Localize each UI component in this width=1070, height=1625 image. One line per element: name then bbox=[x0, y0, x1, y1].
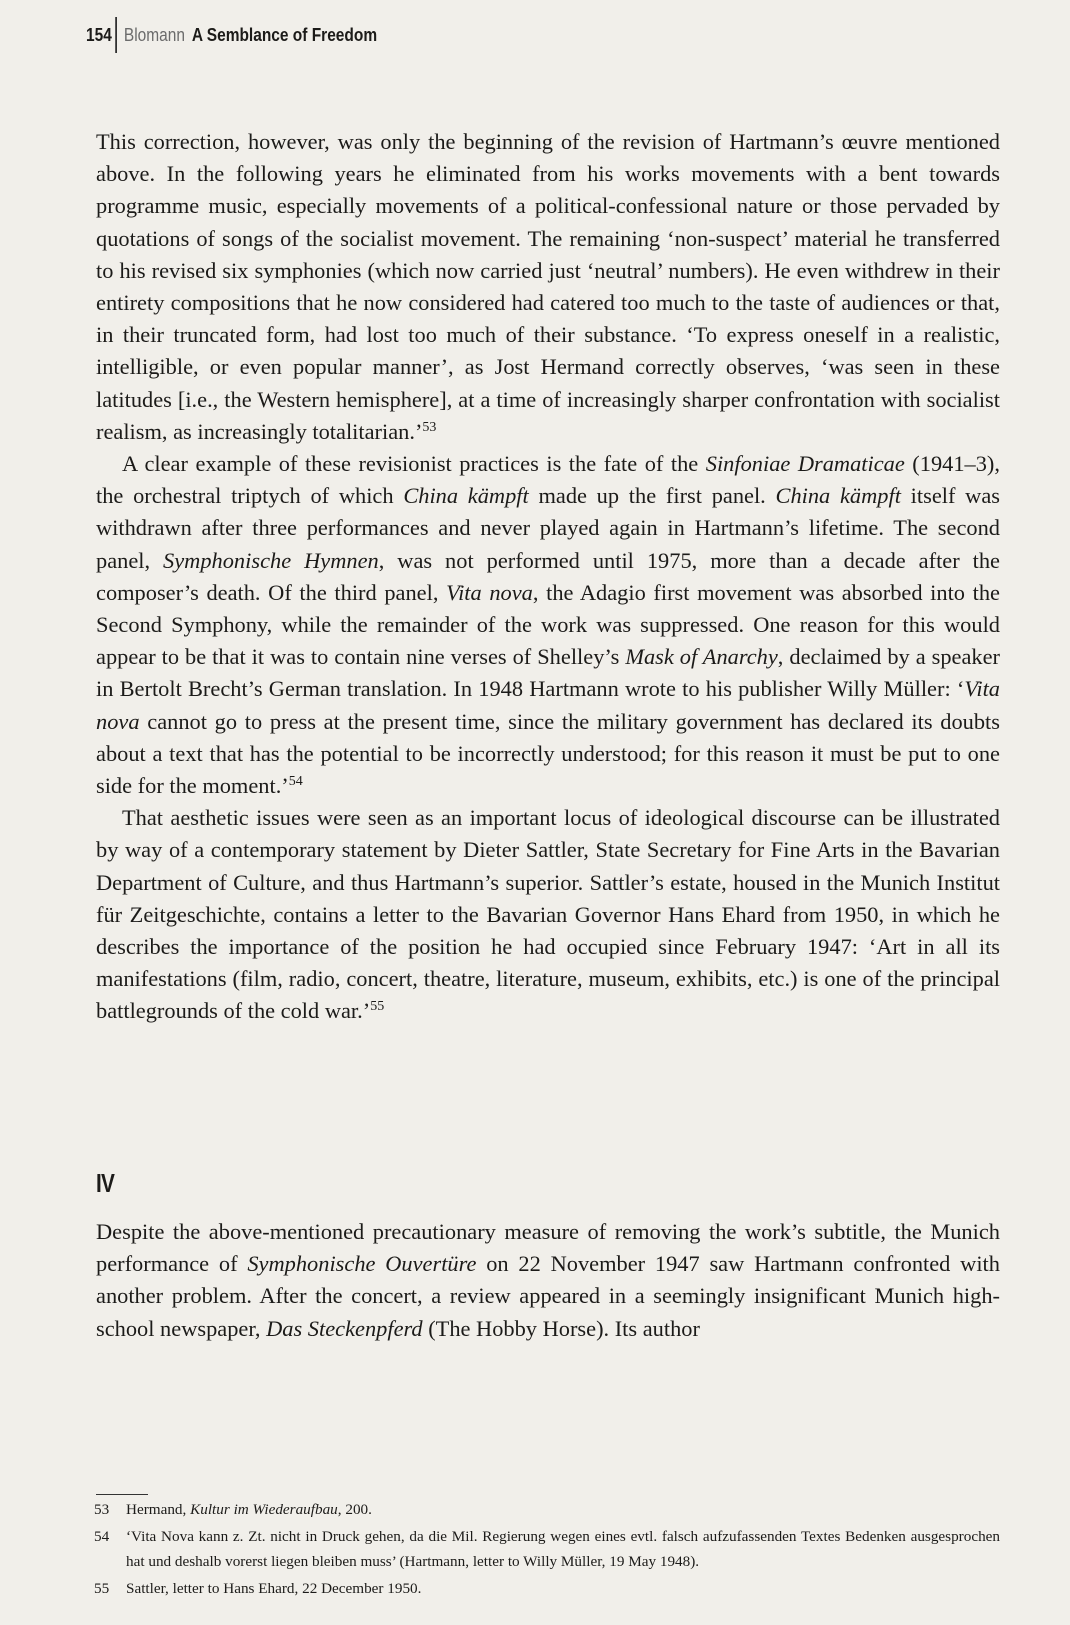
footnote-rule bbox=[96, 1494, 148, 1495]
section-body bbox=[96, 1216, 1000, 1345]
footnote-55 bbox=[94, 1576, 1000, 1601]
footnote-text: ‘Vita Nova kann z. Zt. nicht in Druck gehen, da die Mil. Regierung wegen eines evtl. falsch aufzufassenden Textes Bedenken ausgesprochen hat und deshalb vorerst liegen bleiben muss’ (Hartmann, letter to Willy Müller, 19 May 1948). bbox=[126, 1528, 1000, 1570]
work-title: Symphonische Ouvertüre bbox=[247, 1251, 477, 1277]
footnote-number: 54 bbox=[94, 1528, 110, 1545]
footnote-ref-55: 55 bbox=[370, 999, 385, 1015]
work-title: Vita nova bbox=[446, 579, 533, 605]
text-run: A clear example of these revisionist practices is the fate of the bbox=[122, 451, 706, 477]
text-run: , declaimed by a speaker in Bertolt Brecht’s German translation. In 1948 Hartmann wrote to his publisher Willy Müller: ‘ bbox=[96, 644, 1000, 702]
footnote-text: Sattler, letter to Hans Ehard, 22 December 1950. bbox=[126, 1580, 422, 1597]
footnote-ref-53: 53 bbox=[422, 419, 437, 435]
work-title: Sinfoniae Dramaticae bbox=[705, 451, 905, 477]
section-heading: IV bbox=[96, 1168, 115, 1198]
page-number: 154 bbox=[86, 24, 112, 45]
running-head-rule bbox=[115, 17, 117, 53]
text-run: This correction, however, was only the beginning of the revision of Hartmann’s œuvre mentioned above. In the following years he eliminated from his works movements with a bent towards programme music, especially movements of a political-confessional nature or those pervaded by quotations of songs of the socialist movement. The remaining ‘non-suspect’ material he transferred to his revised six symphonies (which now carried just ‘neutral’ numbers). He even withdrew in their entirety compositions that he now considered had catered too much to the taste of audiences or that, in their truncated form, had lost too much of their substance. ‘To express oneself in a realistic, intelligible, or even popular manner’, as Jost Hermand correctly observes, ‘was seen in these latitudes [i.e., the Western hemisphere], at a time of increasingly sharper confrontation with socialist realism, as increasingly totalitarian.’ bbox=[96, 129, 1000, 444]
body-text bbox=[96, 126, 1000, 1028]
section-paragraph-1 bbox=[96, 1216, 1000, 1345]
work-title: Mask of Anarchy bbox=[625, 644, 778, 670]
text-run: Despite the above-mentioned precautionary measure of removing the work’s subtitle, the Munich performance of bbox=[96, 1219, 1000, 1277]
text-run: (The Hobby Horse). Its author bbox=[422, 1315, 700, 1341]
text-run: That aesthetic issues were seen as an important locus of ideological discourse can be illustrated by way of a contemporary statement by Dieter Sattler, State Secretary for Fine Arts in the Bavarian Department of Culture, and thus Hartmann’s superior. Sattler’s estate, housed in the Munich Institut für Zeitgeschichte, contains a letter to the Bavarian Governor Hans Ehard from 1950, in which he describes the importance of the position he had occupied since February 1947: ‘Art in all its manifestations (film, radio, concert, theatre, literature, museum, exhibits, etc.) is one of the principal battlegrounds of the cold war.’ bbox=[96, 805, 1000, 1024]
text-run: made up the first panel. bbox=[528, 483, 776, 509]
footnote-text bbox=[126, 1497, 1000, 1522]
running-head-title: A Semblance of Freedom bbox=[191, 24, 378, 45]
text-run: , was not performed until 1975, more than a decade after the composer’s death. Of the third panel, bbox=[96, 547, 1000, 605]
work-title: Vita nova bbox=[96, 676, 1000, 734]
book-title: Kultur im Wiederaufbau bbox=[190, 1501, 338, 1518]
text-run: on 22 November 1947 saw Hartmann confronted with another problem. After the concert, a review appeared in a seemingly insignificant Munich high-school newspaper, bbox=[96, 1251, 1000, 1341]
footnote-53 bbox=[94, 1497, 1000, 1522]
text-run: , 200. bbox=[337, 1501, 372, 1518]
text-run: (1941–3), the orchestral triptych of which bbox=[96, 451, 1000, 509]
footnote-number: 53 bbox=[94, 1501, 110, 1518]
text-run: itself was withdrawn after three performances and never played again in Hartmann’s lifetime. The second panel, bbox=[96, 483, 1000, 573]
running-head bbox=[86, 14, 377, 56]
body-paragraph-1 bbox=[96, 126, 1000, 448]
text-run: Hermand, bbox=[126, 1501, 191, 1518]
footnote-number: 55 bbox=[94, 1580, 110, 1597]
running-head-author: Blomann bbox=[123, 24, 185, 45]
footnote-ref-54: 54 bbox=[288, 774, 303, 790]
footnote-54 bbox=[94, 1524, 1000, 1574]
publication-title: Das Steckenpferd bbox=[266, 1315, 423, 1341]
work-title: China kämpft bbox=[775, 483, 901, 509]
body-paragraph-2 bbox=[96, 448, 1000, 802]
text-run: cannot go to press at the present time, since the military government has declared its doubts about a text that has the potential to be incorrectly understood; for this reason it must be put to one side for the moment.’ bbox=[96, 708, 1000, 799]
body-paragraph-3 bbox=[96, 802, 1000, 1027]
footnotes bbox=[94, 1497, 1000, 1601]
work-title: China kämpft bbox=[403, 483, 529, 509]
text-run: , the Adagio first movement was absorbed into the Second Symphony, while the remainder of the work was suppressed. One reason for this would appear to be that it was to contain nine verses of Shelley’s bbox=[96, 579, 1000, 670]
work-title: Symphonische Hymnen bbox=[163, 547, 379, 573]
